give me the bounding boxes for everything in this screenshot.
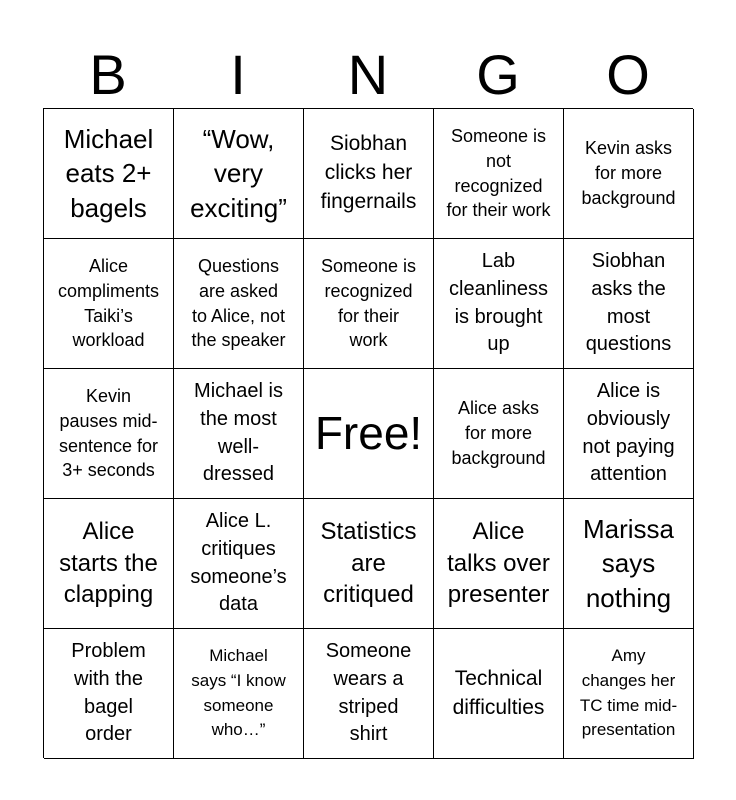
- cell-text: Lab cleanliness is brought up: [449, 250, 548, 356]
- cell-text: Statistics are critiqued: [320, 517, 417, 609]
- bingo-cell-r3c1[interactable]: [44, 369, 174, 499]
- bingo-cell-r4c3[interactable]: [304, 499, 434, 629]
- cell-text: Alice asks for more background: [451, 398, 546, 468]
- cell-text: Alice starts the clapping: [59, 517, 158, 609]
- bingo-cell-r1c5[interactable]: [564, 109, 694, 239]
- cell-text: Kevin pauses mid- sentence for 3+ seconds: [58, 385, 159, 481]
- cell-text: Alice talks over presenter: [447, 517, 550, 609]
- bingo-cell-r3c2[interactable]: [174, 369, 304, 499]
- cell-text: Questions are asked to Alice, not the speaker: [191, 255, 286, 351]
- cell-text: Siobhan clicks her fingernails: [320, 132, 417, 213]
- bingo-cell-r4c2[interactable]: [174, 499, 304, 629]
- header-letter-g: G: [476, 43, 520, 106]
- cell-text: Michael eats 2+ bagels: [63, 124, 154, 223]
- cell-text: Amy changes her TC time mid- presentation: [579, 646, 678, 740]
- cell-text: Michael is the most well- dressed: [194, 380, 283, 486]
- header-letter-n: N: [347, 43, 389, 106]
- bingo-cell-r1c3[interactable]: [304, 109, 434, 239]
- bingo-cell-r1c2[interactable]: [174, 109, 304, 239]
- cell-text: Someone is recognized for their work: [320, 255, 417, 351]
- bingo-cell-r5c4[interactable]: [434, 629, 564, 759]
- bingo-cell-r1c1[interactable]: [44, 109, 174, 239]
- bingo-cell-r4c1[interactable]: [44, 499, 174, 629]
- bingo-cell-r2c2[interactable]: [174, 239, 304, 369]
- header-letter-b: B: [89, 43, 127, 106]
- bingo-cell-r3c4[interactable]: [434, 369, 564, 499]
- cell-text: Alice L. critiques someone’s data: [190, 510, 287, 616]
- cell-text: Siobhan asks the most questions: [585, 250, 672, 356]
- bingo-cell-r2c4[interactable]: [434, 239, 564, 369]
- bingo-cell-r3c5[interactable]: [564, 369, 694, 499]
- free-space-text: Free!: [314, 407, 423, 460]
- cell-text: Technical difficulties: [452, 666, 545, 719]
- bingo-cell-r2c5[interactable]: [564, 239, 694, 369]
- bingo-cell-r2c1[interactable]: [44, 239, 174, 369]
- cell-text: Problem with the bagel order: [71, 640, 146, 746]
- bingo-cell-free[interactable]: [304, 369, 434, 499]
- bingo-cell-r5c3[interactable]: [304, 629, 434, 759]
- header-letter-o: O: [606, 43, 650, 106]
- cell-text: Someone is not recognized for their work: [446, 125, 551, 221]
- cell-text: Alice compliments Taiki’s workload: [57, 255, 160, 351]
- cell-text: Michael says “I know someone who…”: [191, 646, 286, 740]
- cell-text: Alice is obviously not paying attention: [582, 380, 675, 486]
- bingo-cell-r5c2[interactable]: [174, 629, 304, 759]
- bingo-board: [43, 108, 693, 758]
- bingo-cell-r4c4[interactable]: [434, 499, 564, 629]
- cell-text: Marissa says nothing: [582, 514, 674, 613]
- cell-text: Kevin asks for more background: [581, 138, 676, 208]
- bingo-header: [43, 42, 693, 108]
- cell-text: “Wow, very exciting”: [190, 124, 287, 223]
- bingo-cell-r5c1[interactable]: [44, 629, 174, 759]
- bingo-cell-r1c4[interactable]: [434, 109, 564, 239]
- bingo-cell-r4c5[interactable]: [564, 499, 694, 629]
- cell-text: Someone wears a striped shirt: [325, 640, 412, 746]
- bingo-cell-r2c3[interactable]: [304, 239, 434, 369]
- bingo-cell-r5c5[interactable]: [564, 629, 694, 759]
- header-letter-i: I: [230, 43, 246, 106]
